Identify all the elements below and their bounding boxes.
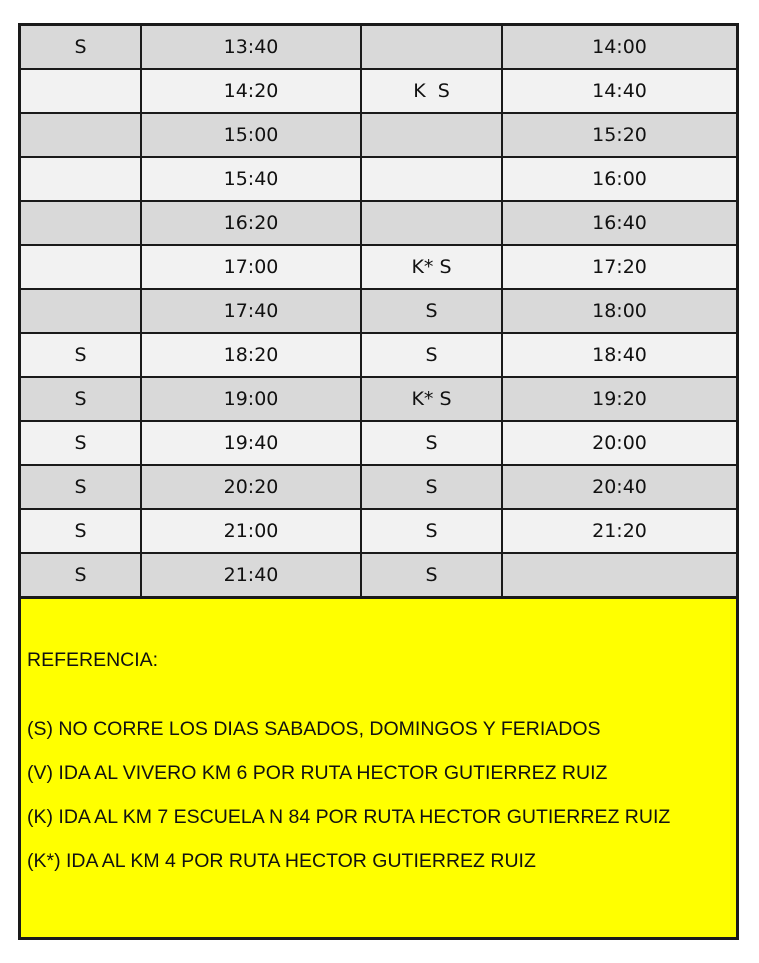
reference-line-s: (S) NO CORRE LOS DIAS SABADOS, DOMINGOS Y FERIADOS [27,718,601,740]
restriction-cell: S [21,377,141,421]
restriction-cell [21,289,141,333]
restriction-cell [361,201,502,245]
table-row [21,509,736,553]
schedule-table [21,26,736,598]
table-row [21,113,736,157]
departure-time-cell: 17:20 [502,245,736,289]
departure-time-cell: 20:20 [141,465,361,509]
departure-time-cell: 14:20 [141,69,361,113]
restriction-cell [21,69,141,113]
reference-line-k: (K) IDA AL KM 7 ESCUELA N 84 POR RUTA HECTOR GUTIERREZ RUIZ [27,806,671,828]
reference-title: REFERENCIA: [27,649,159,671]
table-row [21,465,736,509]
departure-time-cell: 18:20 [141,333,361,377]
departure-time-cell: 21:20 [502,509,736,553]
departure-time-cell [502,553,736,597]
departure-time-cell: 21:00 [141,509,361,553]
restriction-cell: K* S [361,377,502,421]
departure-time-cell: 17:40 [141,289,361,333]
departure-time-cell: 18:40 [502,333,736,377]
restriction-cell [361,113,502,157]
table-row [21,201,736,245]
schedule-table-body [21,26,736,597]
restriction-cell [361,26,502,69]
departure-time-cell: 18:00 [502,289,736,333]
restriction-cell: S [21,509,141,553]
table-row [21,69,736,113]
restriction-cell: S [21,333,141,377]
departure-time-cell: 14:40 [502,69,736,113]
restriction-cell: S [361,509,502,553]
departure-time-cell: 14:00 [502,26,736,69]
restriction-cell [21,113,141,157]
table-row [21,421,736,465]
restriction-cell: S [21,421,141,465]
restriction-cell [361,157,502,201]
departure-time-cell: 19:00 [141,377,361,421]
table-row [21,289,736,333]
departure-time-cell: 15:40 [141,157,361,201]
restriction-cell: S [21,26,141,69]
departure-time-cell: 15:00 [141,113,361,157]
restriction-cell: K* S [361,245,502,289]
table-row [21,333,736,377]
departure-time-cell: 20:40 [502,465,736,509]
reference-line-v: (V) IDA AL VIVERO KM 6 POR RUTA HECTOR GUTIERREZ RUIZ [27,762,608,784]
restriction-cell: S [21,465,141,509]
table-row [21,553,736,597]
reference-line-k-star: (K*) IDA AL KM 4 POR RUTA HECTOR GUTIERREZ RUIZ [27,850,536,872]
schedule-sheet [18,23,739,940]
restriction-cell: S [361,465,502,509]
table-row [21,26,736,69]
restriction-cell [21,157,141,201]
departure-time-cell: 21:40 [141,553,361,597]
restriction-cell: K S [361,69,502,113]
restriction-cell [21,201,141,245]
table-row [21,245,736,289]
departure-time-cell: 16:40 [502,201,736,245]
departure-time-cell: 15:20 [502,113,736,157]
restriction-cell: S [361,421,502,465]
departure-time-cell: 20:00 [502,421,736,465]
departure-time-cell: 16:20 [141,201,361,245]
restriction-cell: S [361,553,502,597]
restriction-cell: S [361,289,502,333]
departure-time-cell: 17:00 [141,245,361,289]
departure-time-cell: 19:40 [141,421,361,465]
restriction-cell: S [361,333,502,377]
table-row [21,157,736,201]
table-row [21,377,736,421]
restriction-cell [21,245,141,289]
reference-panel [21,598,736,940]
restriction-cell: S [21,553,141,597]
departure-time-cell: 13:40 [141,26,361,69]
departure-time-cell: 16:00 [502,157,736,201]
departure-time-cell: 19:20 [502,377,736,421]
